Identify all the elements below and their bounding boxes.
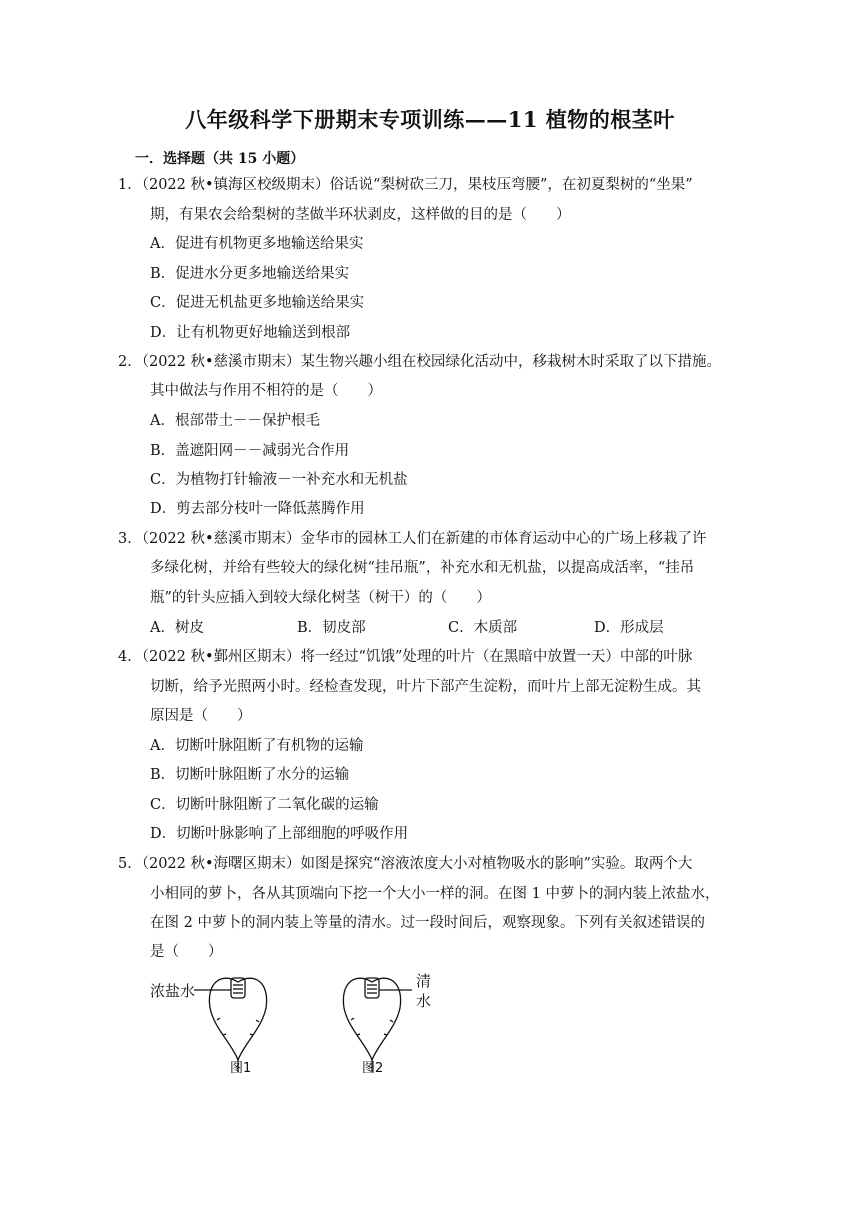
question-3-line-2: 多绿化树，并给有些较大的绿化树“挂吊瓶”，补充水和无机盐，以提高成活率，“挂吊: [150, 560, 695, 576]
label-clear-water-2: 水: [416, 992, 432, 1010]
caption-figure-1: 图1: [230, 1061, 252, 1076]
question-1-option-d: D．让有机物更好地输送到根部: [150, 325, 351, 341]
question-3-option-d: D．形成层: [594, 620, 664, 636]
radish-2-drawing: [343, 978, 412, 1072]
caption-figure-2: 图2: [362, 1061, 384, 1076]
question-2-line-2: 其中做法与作用不相符的是（ ）: [150, 383, 382, 399]
question-2-option-c: C．为植物打针输液－一补充水和无机盐: [150, 472, 408, 488]
question-4-line-3: 原因是（ ）: [150, 708, 252, 724]
question-2-option-a: A．根部带土－－保护根毛: [150, 413, 320, 429]
question-5-line-2: 小相同的萝卜，各从其顶端向下挖一个大小一样的洞。在图 1 中萝卜的洞内装上浓盐水，: [150, 886, 720, 902]
question-1-option-b: B．促进水分更多地输送给果实: [150, 266, 350, 282]
question-4-line-1: 4．（2022 秋•鄞州区期末）将一经过“饥饿”处理的叶片（在黑暗中放置一天）中部的叶脉: [118, 649, 693, 665]
question-2-option-b: B．盖遮阳网－－减弱光合作用: [150, 443, 350, 459]
question-3-option-a: A．树皮: [150, 620, 204, 636]
question-5-line-3: 在图 2 中萝卜的洞内装上等量的清水。过一段时间后，观察现象。下列有关叙述错误的: [150, 915, 705, 931]
question-4-line-2: 切断，给予光照两小时。经检查发现，叶片下部产生淀粉，而叶片上部无淀粉生成。其: [150, 679, 701, 695]
question-1-line-2: 期，有果农会给梨树的茎做半环状剥皮，这样做的目的是（ ）: [150, 207, 571, 223]
question-3-line-3: 瓶”的针头应插入到较大绿化树茎（树干）的（ ）: [150, 590, 491, 606]
question-5-line-1: 5．（2022 秋•海曙区期末）如图是探究“溶液浓度大小对植物吸水的影响”实验。取两个大: [118, 856, 693, 872]
question-3-option-c: C．木质部: [448, 620, 518, 636]
question-3-option-b: B．韧皮部: [297, 620, 366, 636]
radish-1-drawing: [194, 978, 267, 1072]
question-4-option-b: B．切断叶脉阻断了水分的运输: [150, 767, 350, 783]
question-5-line-4: 是（ ）: [150, 944, 223, 960]
question-1-line-1: 1．（2022 秋•镇海区校级期末）俗话说“梨树砍三刀，果枝压弯腰”，在初夏梨树的“坐果”: [118, 177, 693, 193]
label-clear-water-1: 清: [416, 972, 432, 990]
question-4-option-c: C．切断叶脉阻断了二氧化碳的运输: [150, 797, 379, 813]
label-concentrated-salt-water: 浓盐水: [150, 982, 196, 1000]
question-3-line-1: 3．（2022 秋•慈溪市期末）金华市的园林工人们在新建的市体育运动中心的广场上移栽了许: [118, 531, 707, 547]
question-1-option-c: C．促进无机盐更多地输送给果实: [150, 295, 365, 311]
question-4-option-d: D．切断叶脉影响了上部细胞的呼吸作用: [150, 826, 409, 842]
question-4-option-a: A．切断叶脉阻断了有机物的运输: [150, 738, 364, 754]
radish-experiment-figure: [150, 968, 450, 1080]
page-title: 八年级科学下册期末专项训练——11 植物的根茎叶: [185, 107, 675, 132]
question-2-option-d: D．剪去部分枝叶一降低蒸腾作用: [150, 501, 365, 517]
section-heading: 一．选择题（共 15 小题）: [135, 151, 305, 167]
question-2-line-1: 2．（2022 秋•慈溪市期末）某生物兴趣小组在校园绿化活动中，移栽树木时采取了以下措施。: [118, 354, 722, 370]
question-1-option-a: A．促进有机物更多地输送给果实: [150, 236, 364, 252]
